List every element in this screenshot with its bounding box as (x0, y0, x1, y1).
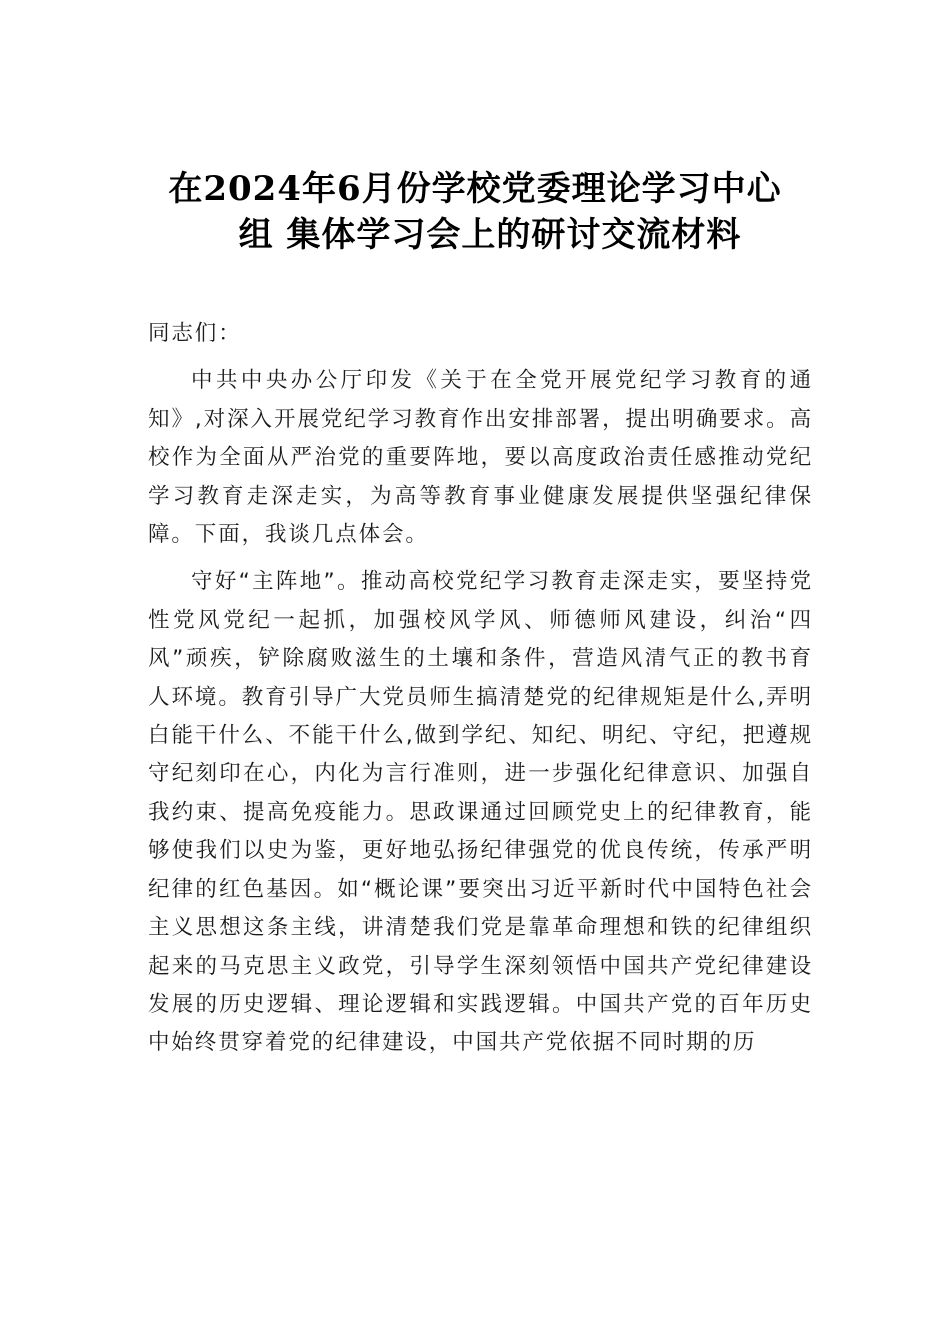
title-line-2: 组 集体学习会上的研讨交流材料 (238, 215, 742, 255)
document-body (148, 315, 813, 1072)
title-line-1: 在2024年6月份学校党委理论学习中心 (168, 169, 782, 209)
paragraph-main-position: 守好“主阵地”。推动高校党纪学习教育走深走实，要坚持党性党风党纪一起抓，加强校风学风、师德师风建设，纠治“四风”顽疾，铲除腐败滋生的土壤和条件，营造风清气正的教书育人环境。教育引导广大党员师生搞清楚党的纪律规矩是什么,弄明白能干什么、不能干什么,做到学纪、知纪、明纪、守纪，把遵规守纪刻印在心，内化为言行准则，进一步强化纪律意识、加强自我约束、提高免疫能力。思政课通过回顾党史上的纪律教育，能够使我们以史为鉴，更好地弘扬纪律强党的优良传统，传承严明纪律的红色基因。如“概论课”要突出习近平新时代中国特色社会主义思想这条主线，讲清楚我们党是靠革命理想和铁的纪律组织起来的马克思主义政党，引导学生深刻领悟中国共产党纪律建设发展的历史逻辑、理论逻辑和实践逻辑。中国共产党的百年历史中始终贯穿着党的纪律建设，中国共产党依据不同时期的历 (148, 569, 813, 1056)
document-title (120, 166, 830, 258)
paragraph-intro: 中共中央办公厅印发《关于在全党开展党纪学习教育的通知》,对深入开展党纪学习教育作出安排部署，提出明确要求。高校作为全面从严治党的重要阵地，要以高度政治责任感推动党纪学习教育走深走实，为高等教育事业健康发展提供坚强纪律保障。下面，我谈几点体会。 (148, 368, 813, 548)
salutation: 同志们： (148, 321, 242, 346)
